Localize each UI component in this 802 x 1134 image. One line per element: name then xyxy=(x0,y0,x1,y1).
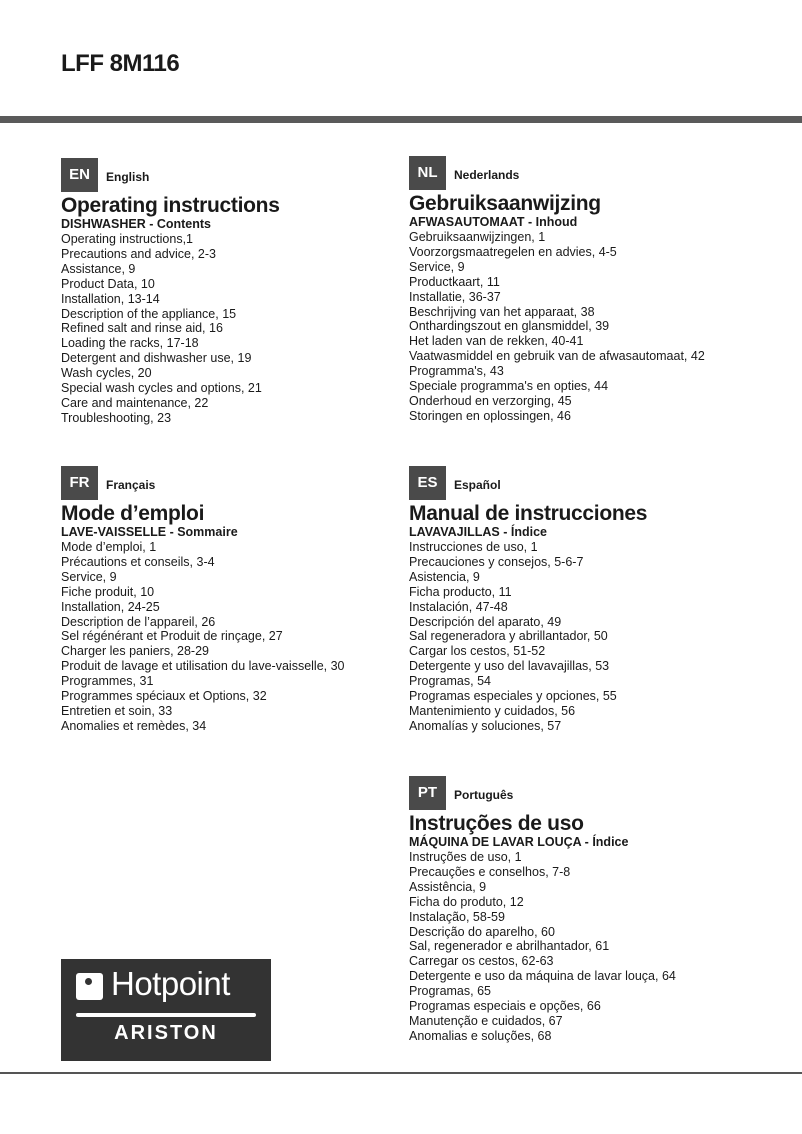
contents-item: Sel régénérant et Produit de rinçage, 27 xyxy=(61,629,283,644)
contents-item: Anomalías y soluciones, 57 xyxy=(409,718,562,733)
contents-item: Fiche produit, 10 xyxy=(61,584,155,599)
contents-item: Assistance, 9 xyxy=(61,261,136,276)
language-name: Português xyxy=(454,788,514,802)
contents-item: Carregar os cestos, 62-63 xyxy=(409,954,554,969)
contents-item: Wash cycles, 20 xyxy=(61,366,152,381)
contents-item: Instruções de uso, 1 xyxy=(409,850,522,864)
contents-item: Programas especiais e opções, 66 xyxy=(409,999,601,1014)
contents-item: Detergente y uso del lavavajillas, 53 xyxy=(409,659,610,674)
footer-divider xyxy=(0,1072,802,1074)
logo-mark-icon xyxy=(76,973,103,1000)
contents-subtitle: AFWASAUTOMAAT - Inhoud xyxy=(409,215,578,229)
model-number: LFF 8M116 xyxy=(61,50,180,77)
contents-item: Programma's, 43 xyxy=(409,364,504,379)
contents-item: Instalación, 47-48 xyxy=(409,599,508,614)
contents-item: Produit de lavage et utilisation du lave-vaisselle, 30 xyxy=(61,659,345,674)
contents-item: Loading the racks, 17-18 xyxy=(61,336,199,351)
contents-list xyxy=(61,232,401,426)
contents-subtitle: LAVE-VAISSELLE - Sommaire xyxy=(61,525,238,539)
contents-item: Special wash cycles and options, 21 xyxy=(61,381,262,396)
contents-item: Gebruiksaanwijzingen, 1 xyxy=(409,230,546,244)
contents-item: Precauciones y consejos, 5-6-7 xyxy=(409,554,584,569)
contents-item: Ficha do produto, 12 xyxy=(409,894,524,909)
contents-item: Sal, regenerador e abrilhantador, 61 xyxy=(409,939,610,954)
contents-item: Precauções e conselhos, 7-8 xyxy=(409,864,571,879)
contents-item: Het laden van de rekken, 40-41 xyxy=(409,334,584,349)
contents-item: Service, 9 xyxy=(61,569,117,584)
language-name: Español xyxy=(454,478,501,492)
contents-item: Programas especiales y opciones, 55 xyxy=(409,689,617,704)
contents-item: Productkaart, 11 xyxy=(409,274,500,289)
contents-item: Detergent and dishwasher use, 19 xyxy=(61,351,252,366)
language-code-badge: NL xyxy=(409,156,446,190)
contents-item: Installation, 13-14 xyxy=(61,291,160,306)
contents-item: Sal regeneradora y abrillantador, 50 xyxy=(409,629,608,644)
contents-subtitle: LAVAVAJILLAS - Índice xyxy=(409,525,547,539)
language-code-badge: FR xyxy=(61,466,98,500)
contents-item: Asistencia, 9 xyxy=(409,569,480,584)
language-name: English xyxy=(106,170,150,184)
contents-item: Manutenção e cuidados, 67 xyxy=(409,1013,563,1028)
contents-item: Programas, 54 xyxy=(409,674,491,689)
contents-item: Onderhoud en verzorging, 45 xyxy=(409,393,572,408)
contents-subtitle: MÁQUINA DE LAVAR LOUÇA - Índice xyxy=(409,835,629,849)
contents-item: Mode d’emploi, 1 xyxy=(61,540,157,554)
contents-item: Charger les paniers, 28-29 xyxy=(61,644,209,659)
contents-item: Voorzorgsmaatregelen en advies, 4-5 xyxy=(409,244,617,259)
logo-sub: ARISTON xyxy=(114,1022,218,1044)
manual-title: Instruções de uso xyxy=(409,812,584,835)
contents-item: Assistência, 9 xyxy=(409,879,487,894)
section-francais xyxy=(61,466,401,734)
contents-item: Précautions et conseils, 3-4 xyxy=(61,554,215,569)
contents-item: Precautions and advice, 2-3 xyxy=(61,246,216,261)
contents-item: Anomalias e soluções, 68 xyxy=(409,1028,552,1043)
contents-subtitle: DISHWASHER - Contents xyxy=(61,217,211,231)
language-name: Nederlands xyxy=(454,168,520,182)
contents-item: Care and maintenance, 22 xyxy=(61,395,209,410)
contents-item: Programmes, 31 xyxy=(61,674,154,689)
contents-item: Troubleshooting, 23 xyxy=(61,410,172,425)
language-code-badge: ES xyxy=(409,466,446,500)
contents-item: Mantenimiento y cuidados, 56 xyxy=(409,703,576,718)
section-nederlands xyxy=(409,156,749,424)
contents-item: Service, 9 xyxy=(409,259,465,274)
contents-item: Installatie, 36-37 xyxy=(409,289,501,304)
contents-item: Programas, 65 xyxy=(409,984,491,999)
contents-item: Vaatwasmiddel en gebruik van de afwasautomaat, 42 xyxy=(409,349,705,364)
contents-item: Descrição do aparelho, 60 xyxy=(409,924,555,939)
logo-brand: Hotpoint xyxy=(111,965,230,1002)
language-name: Français xyxy=(106,478,156,492)
contents-item: Operating instructions,1 xyxy=(61,232,194,246)
manual-title: Mode d’emploi xyxy=(61,502,205,525)
contents-item: Description de l’appareil, 26 xyxy=(61,614,216,629)
contents-item: Instrucciones de uso, 1 xyxy=(409,540,538,554)
contents-item: Storingen en oplossingen, 46 xyxy=(409,408,571,423)
contents-list xyxy=(61,540,401,734)
contents-item: Product Data, 10 xyxy=(61,276,155,291)
contents-list xyxy=(409,850,749,1044)
contents-item: Programmes spéciaux et Options, 32 xyxy=(61,689,267,704)
contents-item: Detergente e uso da máquina de lavar louça, 64 xyxy=(409,969,676,984)
contents-item: Speciale programma's en opties, 44 xyxy=(409,379,609,394)
contents-item: Instalação, 58-59 xyxy=(409,909,505,924)
contents-item: Installation, 24-25 xyxy=(61,599,160,614)
manual-title: Manual de instrucciones xyxy=(409,502,648,525)
contents-item: Refined salt and rinse aid, 16 xyxy=(61,321,223,336)
contents-item: Onthardingszout en glansmiddel, 39 xyxy=(409,319,610,334)
section-espanol xyxy=(409,466,749,734)
contents-item: Beschrijving van het apparaat, 38 xyxy=(409,304,595,319)
manual-title: Operating instructions xyxy=(61,194,280,217)
section-english xyxy=(61,158,401,426)
hotpoint-ariston-logo xyxy=(61,959,271,1061)
contents-list xyxy=(409,540,749,734)
contents-item: Cargar los cestos, 51-52 xyxy=(409,644,546,659)
language-code-badge: EN xyxy=(61,158,98,192)
contents-item: Entretien et soin, 33 xyxy=(61,703,173,718)
contents-item: Descripción del aparato, 49 xyxy=(409,614,562,629)
contents-item: Ficha producto, 11 xyxy=(409,584,512,599)
header-divider xyxy=(0,116,802,123)
language-code-badge: PT xyxy=(409,776,446,810)
manual-title: Gebruiksaanwijzing xyxy=(409,192,601,215)
section-portugues xyxy=(409,776,749,1044)
contents-item: Description of the appliance, 15 xyxy=(61,306,237,321)
contents-list xyxy=(409,230,749,424)
contents-item: Anomalies et remèdes, 34 xyxy=(61,718,207,733)
logo-divider xyxy=(76,1013,256,1017)
